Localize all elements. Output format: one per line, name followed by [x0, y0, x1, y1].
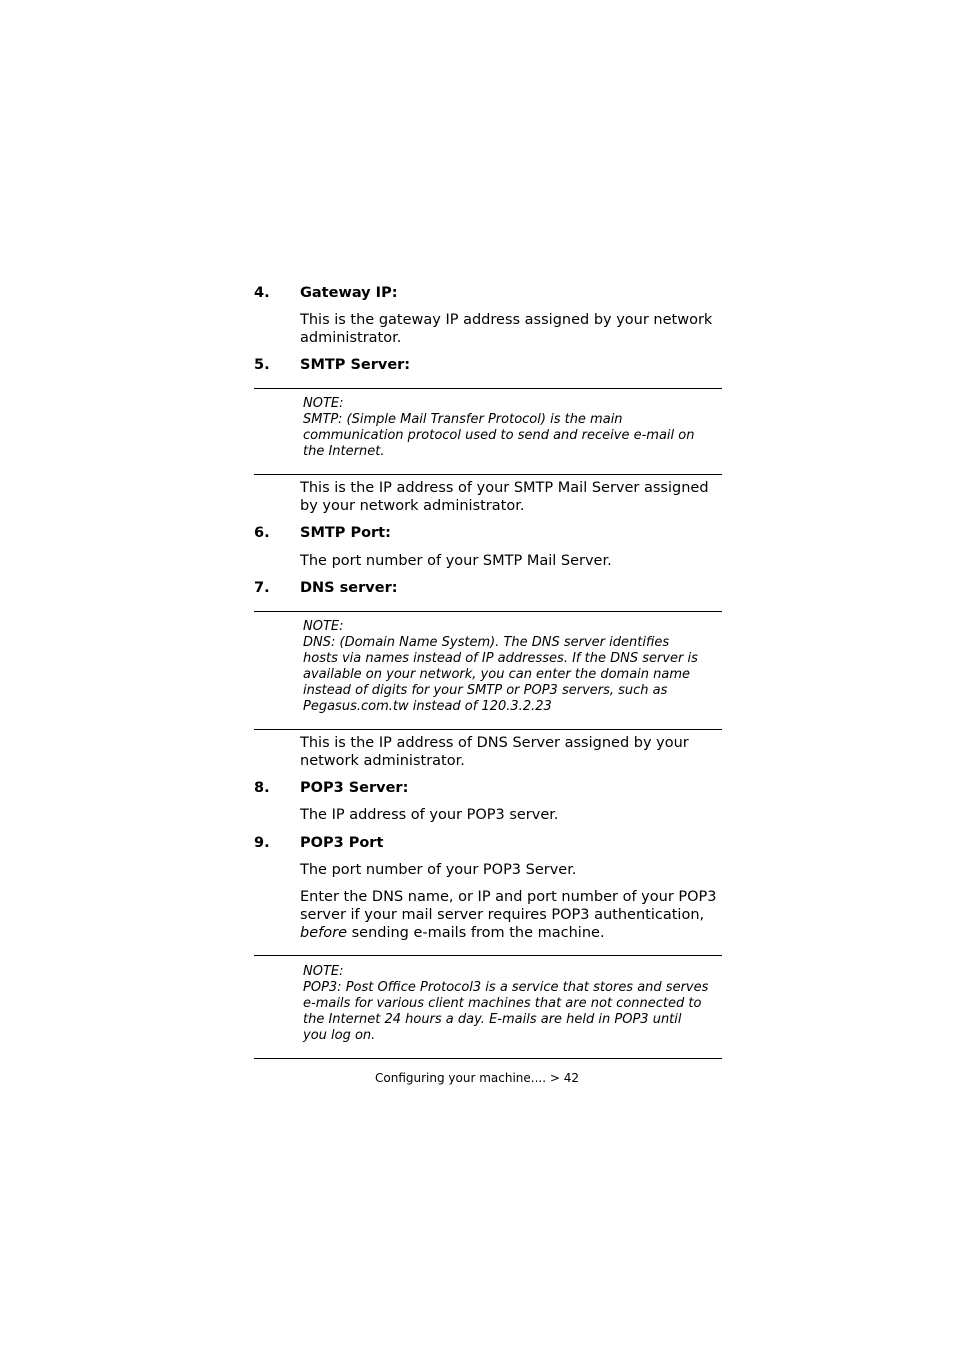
- note-label: NOTE:: [303, 396, 344, 411]
- step-number: 4.: [254, 285, 270, 301]
- step-title-smtp-server: SMTP Server:: [300, 357, 411, 373]
- pop3-authentication-paragraph: Enter the DNS name, or IP and port number of your POP3 server if your mail server requires POP3 authentication, before sending e-mails from the machine.: [300, 889, 717, 941]
- note-dns: NOTE: DNS: (Domain Name System). The DNS server identifies hosts via names instead of IP addresses. If the DNS server is available on your network, you can enter the domain name instead of digits for your SMTP or POP3 servers, such as Pegasus.com.tw instead of 120.3.2.23: [303, 619, 713, 715]
- page-footer: Configuring your machine.... > 42: [375, 1071, 579, 1085]
- pop3-server-description: The IP address of your POP3 server.: [300, 807, 559, 823]
- note-divider-bottom: [254, 1058, 722, 1059]
- smtp-server-description: This is the IP address of your SMTP Mail Server assigned by your network administrator.: [300, 480, 709, 514]
- pop3-port-description: The port number of your POP3 Server.: [300, 862, 577, 878]
- step-number: 6.: [254, 525, 270, 541]
- gateway-ip-description: This is the gateway IP address assigned by your network administrator.: [300, 312, 713, 346]
- step-number: 5.: [254, 357, 270, 373]
- note-label: NOTE:: [303, 964, 344, 979]
- step-number: 7.: [254, 580, 270, 596]
- step-title-dns-server: DNS server:: [300, 580, 398, 596]
- emphasis-before: before: [300, 925, 347, 941]
- note-divider-top: [254, 611, 722, 612]
- note-divider-top: [254, 955, 722, 956]
- dns-server-description: This is the IP address of DNS Server assigned by your network administrator.: [300, 735, 689, 769]
- step-number: 8.: [254, 780, 270, 796]
- note-divider-bottom: [254, 474, 722, 475]
- step-title-pop3-port: POP3 Port: [300, 835, 384, 851]
- step-number: 9.: [254, 835, 270, 851]
- step-title-pop3-server: POP3 Server:: [300, 780, 409, 796]
- note-pop3: NOTE: POP3: Post Office Protocol3 is a service that stores and serves e-mails for various client machines that are not connected to the Internet 24 hours a day. E-mails are held in POP3 until you log on.: [303, 964, 713, 1044]
- step-title-smtp-port: SMTP Port:: [300, 525, 391, 541]
- note-label: NOTE:: [303, 619, 344, 634]
- note-divider-bottom: [254, 729, 722, 730]
- step-title-gateway-ip: Gateway IP:: [300, 285, 398, 301]
- note-divider-top: [254, 388, 722, 389]
- smtp-port-description: The port number of your SMTP Mail Server.: [300, 553, 612, 569]
- note-smtp: NOTE: SMTP: (Simple Mail Transfer Protocol) is the main communication protocol used to send and receive e-mail on the Internet.: [303, 396, 713, 460]
